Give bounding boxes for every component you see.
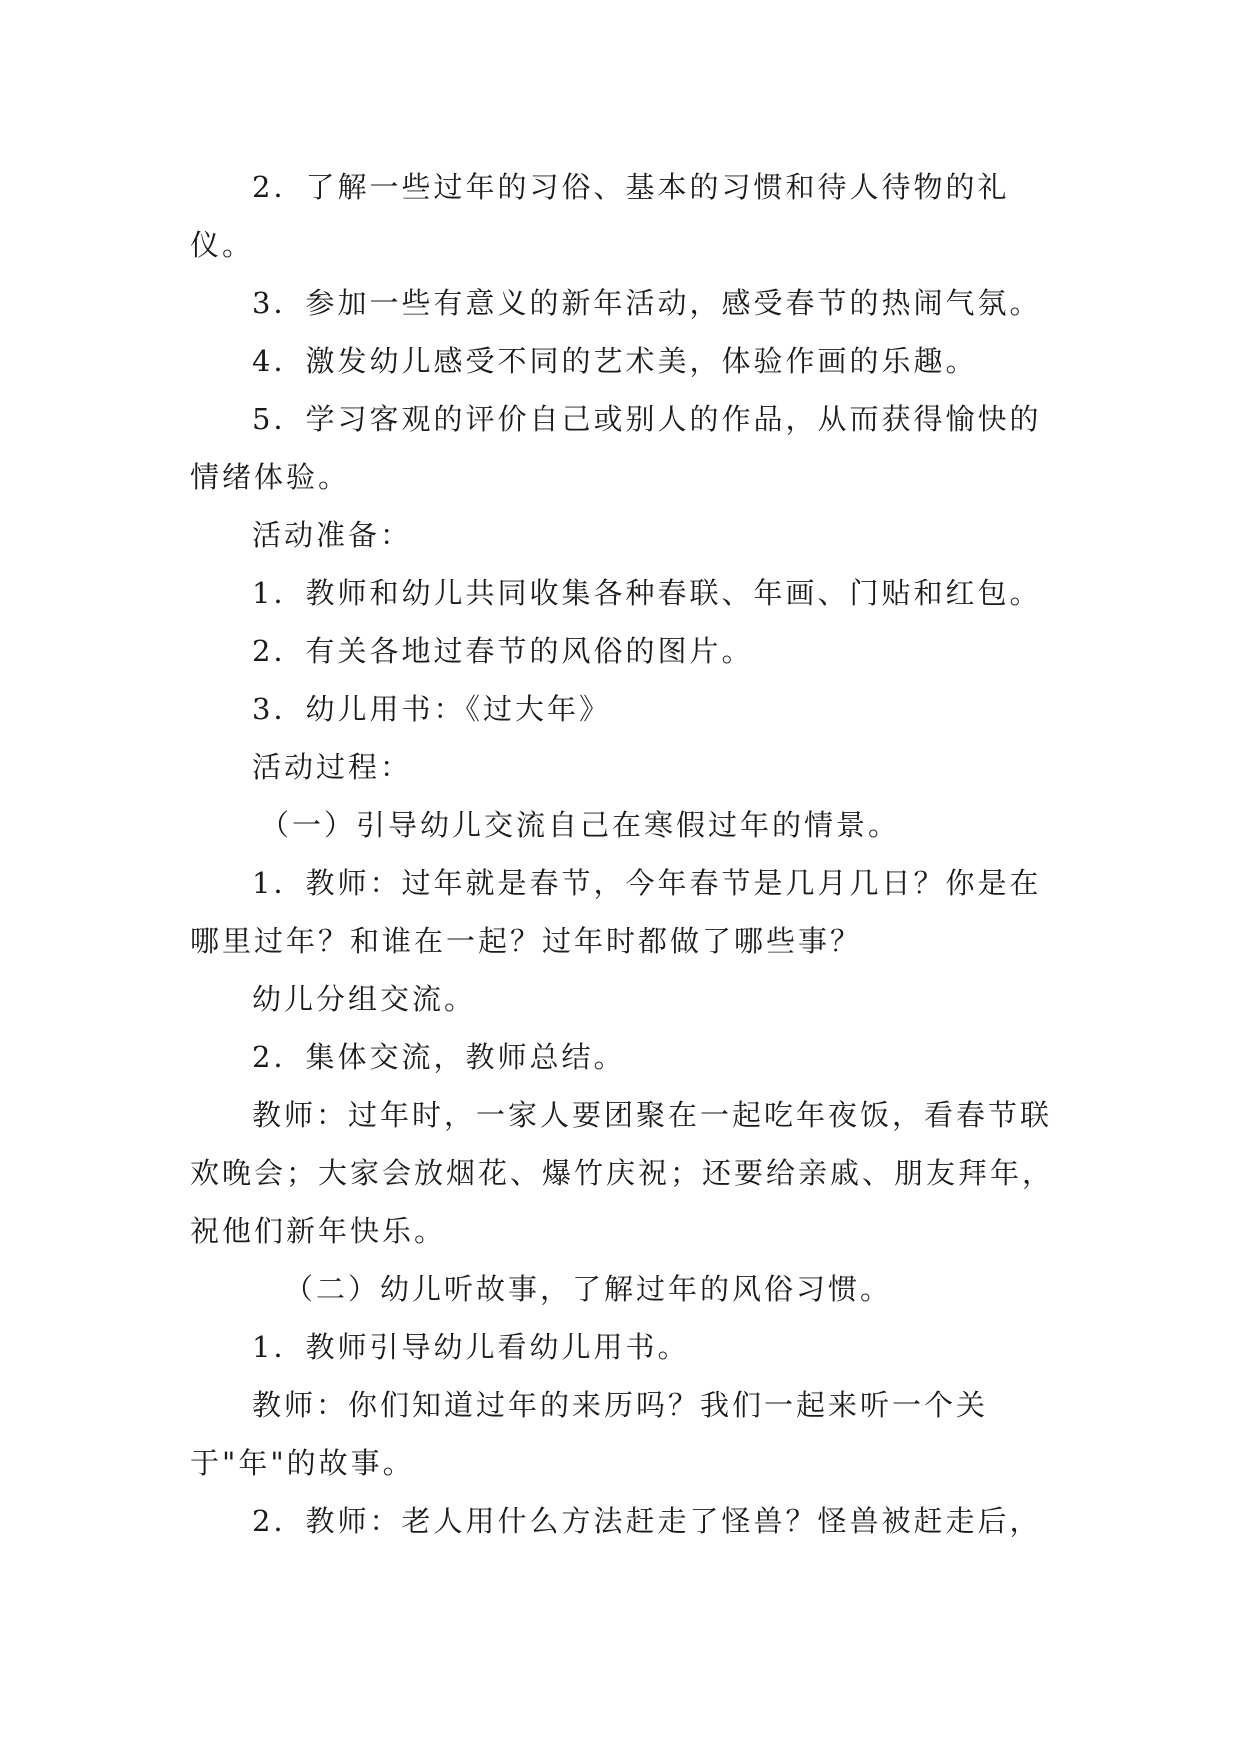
paragraph-process-1: 1．教师：过年就是春节，今年春节是几月几日？你是在哪里过年？和谁在一起？过年时都做了哪些事？	[190, 866, 1042, 958]
paragraph-prep-1: 1．教师和幼儿共同收集各种春联、年画、门贴和红包。	[252, 576, 1042, 610]
paragraph-teacher-summary: 教师：过年时，一家人要团聚在一起吃年夜饭，看春节联欢晚会；大家会放烟花、爆竹庆祝；还要给亲戚、朋友拜年，祝他们新年快乐。	[190, 1098, 1055, 1248]
paragraph-prep-3: 3．幼儿用书：《过大年》	[252, 692, 611, 726]
paragraph-goal-4: 4．激发幼儿感受不同的艺术美，体验作画的乐趣。	[252, 344, 978, 378]
subsection-heading-1: （一）引导幼儿交流自己在寒假过年的情景。	[260, 808, 901, 842]
paragraph-prep-2: 2．有关各地过春节的风俗的图片。	[252, 634, 754, 668]
paragraph-teacher-question: 教师：你们知道过年的来历吗？我们一起来听一个关于"年"的故事。	[190, 1388, 989, 1480]
paragraph-story-1: 1．教师引导幼儿看幼儿用书。	[252, 1330, 690, 1364]
subsection-heading-2: （二）幼儿听故事，了解过年的风俗习惯。	[284, 1272, 893, 1306]
section-heading-process: 活动过程：	[252, 750, 413, 784]
paragraph-process-2: 2．集体交流，教师总结。	[252, 1040, 626, 1074]
paragraph-goal-2: 2．了解一些过年的习俗、基本的习惯和待人待物的礼仪。	[190, 170, 1010, 262]
section-heading-preparation: 活动准备：	[252, 518, 413, 552]
document-body	[190, 158, 1070, 1550]
paragraph-story-2: 2．教师：老人用什么方法赶走了怪兽？怪兽被赶走后，	[252, 1504, 1042, 1538]
paragraph-group-exchange: 幼儿分组交流。	[252, 982, 477, 1016]
paragraph-goal-5: 5．学习客观的评价自己或别人的作品，从而获得愉快的情绪体验。	[190, 402, 1042, 494]
paragraph-goal-3: 3．参加一些有意义的新年活动，感受春节的热闹气氛。	[252, 286, 1042, 320]
